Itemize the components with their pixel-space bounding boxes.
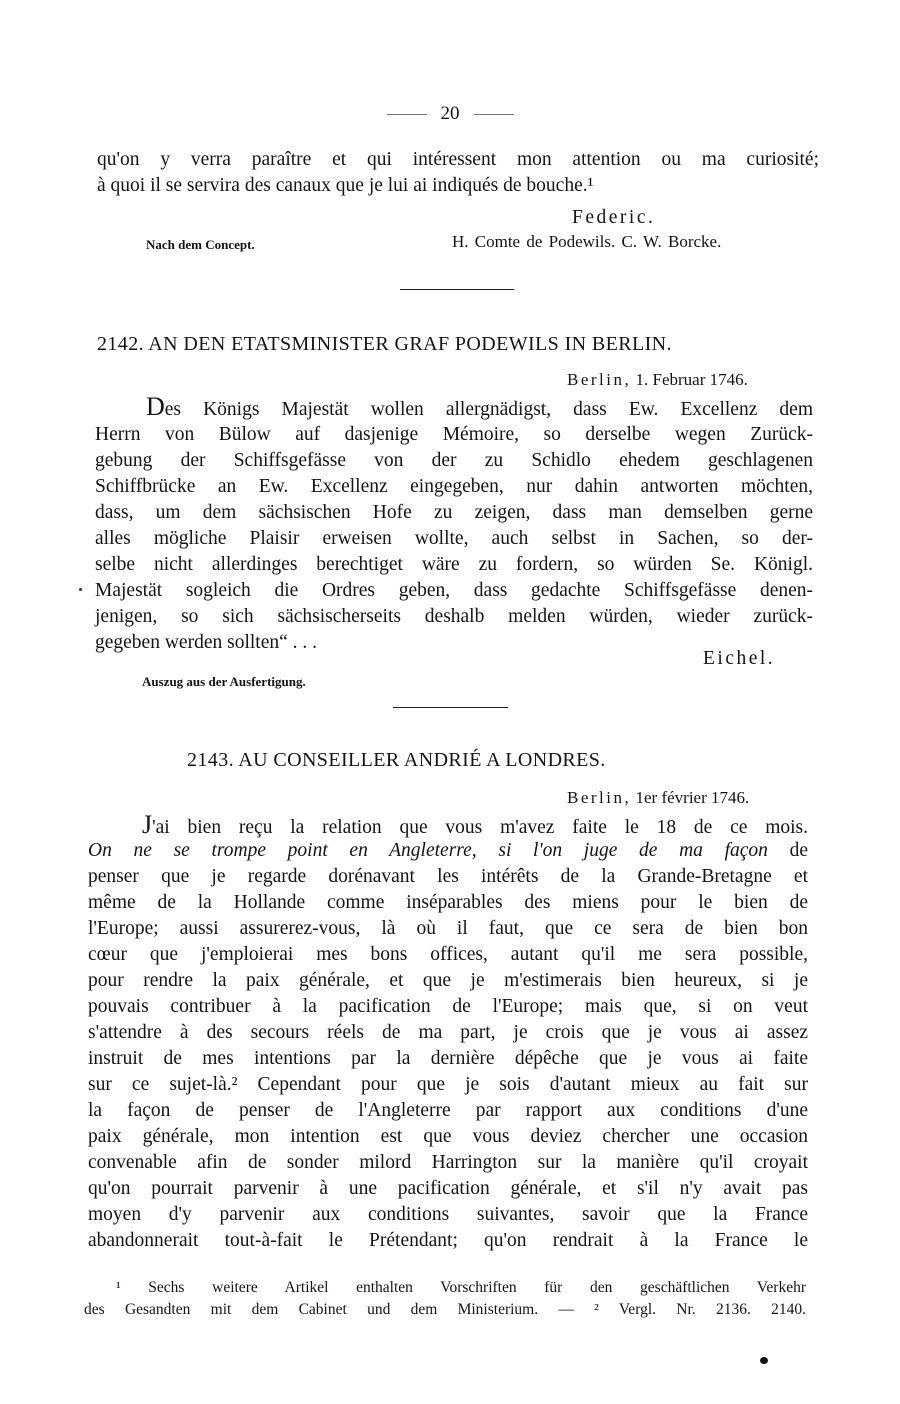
right-dash — [474, 114, 514, 115]
prev-countersigned: H. Comte de Podewils. C. W. Borcke. — [452, 232, 722, 251]
letter-2142-heading: 2142. AN DEN ETATSMINISTER GRAF PODEWILS IN BERLIN. — [97, 333, 672, 355]
letter-2142-signature: Eichel. — [703, 648, 776, 669]
letter-2143-line-10: instruit de mes intentions par la dernière dépêche que je vous ai faite — [88, 1048, 808, 1069]
letter-2143-line-16: moyen d'y parvenir aux conditions suivantes, savoir que la France — [88, 1204, 808, 1225]
letter-2143-line-12: la façon de penser de l'Angleterre par rapport aux conditions d'une — [88, 1100, 808, 1121]
footnote-2: des Gesandten mit dem Cabinet und dem Ministerium. — ² Vergl. Nr. 2136. 2140. — [84, 1301, 806, 1318]
letter-2142-line-5: dass, um dem sächsischen Hofe zu zeigen, dass man demselben gerne — [95, 502, 813, 523]
letter-2142-line-3: gebung der Schiffsgefässe von der zu Schidlo ehedem geschlagenen — [95, 450, 813, 471]
letter-2142-line-7: selbe nicht allerdinges berechtiget wäre zu fordern, so würden Se. Königl. — [95, 554, 813, 575]
letter-2143-italic-phrase: On ne se trompe point en Angleterre, si l'on juge de ma façon — [88, 840, 768, 861]
letter-2143-line-6: cœur que j'emploierai mes bons offices, autant qu'il me sera possible, — [88, 944, 808, 965]
prev-line-1: qu'on y verra paraître et qui intéressent mon attention ou ma curiosité; — [97, 149, 819, 170]
letter-2142-date: 1. Februar 1746. — [635, 370, 748, 389]
letter-2143-line-13: paix générale, mon intention est que vous deviez chercher une occasion — [88, 1126, 808, 1147]
letter-2143-line-15: qu'on pourrait parvenir à une pacification générale, et s'il n'y avait pas — [88, 1178, 808, 1199]
letter-2142-line-1-text: es Königs Majestät wollen allergnädigst, dass Ew. Excellenz dem — [164, 399, 813, 420]
letter-2143-line-17: abandonnerait tout-à-fait le Prétendant; qu'on rendrait à la France le — [88, 1230, 808, 1251]
letter-2142-line-9: jenigen, so sich sächsischerseits deshalb melden würden, wieder zurück- — [95, 606, 813, 627]
letter-2142-line-6: alles mögliche Plaisir erweisen wollte, auch selbst in Sachen, so der- — [95, 528, 813, 549]
letter-2142-line-10: gegeben werden sollten“ . . . — [95, 632, 318, 653]
letter-2142-line-1 — [146, 392, 813, 422]
letter-2142-place: Berlin, — [567, 370, 632, 389]
page-end-mark — [760, 1357, 768, 1364]
letter-2142-initial: D — [146, 392, 165, 421]
footnote-1: ¹ Sechs weitere Artikel enthalten Vorschriften für den geschäftlichen Verkehr — [116, 1279, 806, 1296]
letter-2143-line-2-tail: de — [789, 840, 808, 861]
letter-2143-heading: 2143. AU CONSEILLER ANDRIÉ A LONDRES. — [187, 749, 606, 771]
letter-2142-dateline — [567, 368, 748, 392]
margin-dot — [79, 588, 82, 591]
letter-2143-date: 1er février 1746. — [635, 788, 750, 807]
section-divider-2 — [393, 707, 508, 708]
letter-2143-line-8: pouvais contribuer à la pacification de l'Europe; mais que, si on veut — [88, 996, 808, 1017]
left-dash — [387, 114, 427, 115]
letter-2143-line-1-text: 'ai bien reçu la relation que vous m'avez faite le 18 de ce mois. — [152, 817, 808, 838]
letter-2143-line-14: convenable afin de sonder milord Harrington sur la manière qu'il croyait — [88, 1152, 808, 1173]
letter-2143-dateline — [567, 786, 749, 810]
page-number-text: 20 — [440, 103, 460, 124]
letter-2143-line-7: pour rendre la paix générale, et que je m'estimerais bien heureux, si je — [88, 970, 808, 991]
letter-2143-line-2 — [88, 839, 808, 863]
letter-2142-line-2: Herrn von Bülow auf dasjenige Mémoire, so derselbe wegen Zurück- — [95, 424, 813, 445]
prev-signature: Federic. — [572, 207, 656, 228]
letter-2143-line-1 — [142, 810, 808, 840]
letter-2143-line-11: sur ce sujet-là.² Cependant pour que je sois d'autant mieux au fait sur — [88, 1074, 808, 1095]
prev-source-note: Nach dem Concept. — [146, 237, 255, 252]
letter-2143-line-5: l'Europe; aussi assurerez-vous, là où il faut, que ce sera de bien bon — [88, 918, 808, 939]
letter-2142-source-note: Auszug aus der Ausfertigung. — [142, 674, 306, 689]
page-number — [0, 103, 900, 125]
letter-2143-line-9: s'attendre à des secours réels de ma part, je crois que je vous ai assez — [88, 1022, 808, 1043]
letter-2142-line-4: Schiffbrücke an Ew. Excellenz eingegeben, nur dahin antworten möchten, — [95, 476, 813, 497]
letter-2143-line-4: même de la Hollande comme inséparables des miens pour le bien de — [88, 892, 808, 913]
section-divider-1 — [400, 289, 514, 290]
letter-2142-line-8: Majestät sogleich die Ordres geben, dass gedachte Schiffsgefässe denen- — [95, 580, 813, 601]
prev-line-2: à quoi il se servira des canaux que je lui ai indiqués de bouche.¹ — [97, 175, 594, 196]
letter-2143-initial: J — [142, 810, 153, 839]
letter-2143-line-3: penser que je regarde dorénavant les intérêts de la Grande-Bretagne et — [88, 866, 808, 887]
letter-2143-place: Berlin, — [567, 788, 632, 807]
